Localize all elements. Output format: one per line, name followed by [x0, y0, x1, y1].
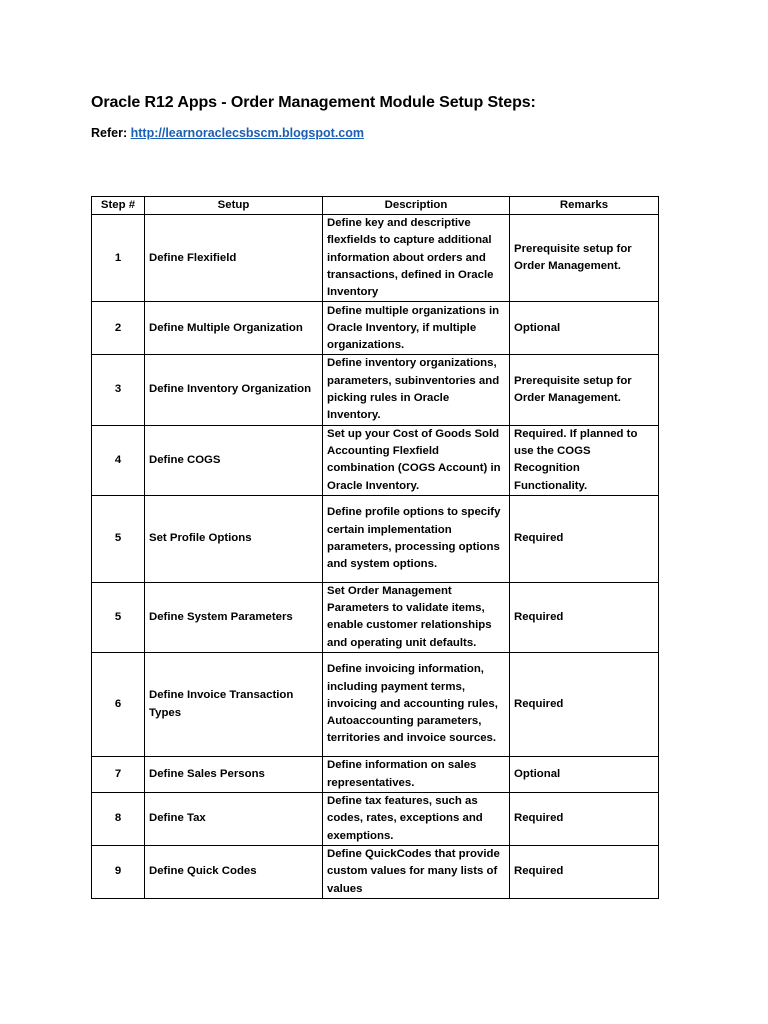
description-cell: Set up your Cost of Goods Sold Accounting Flexfield combination (COGS Account) in Oracle Inventory.: [323, 425, 510, 495]
refer-link[interactable]: http://learnoraclecsbscm.blogspot.com: [130, 126, 364, 140]
step-cell: 1: [92, 215, 145, 302]
step-cell: 4: [92, 425, 145, 495]
step-cell: 9: [92, 846, 145, 899]
description-cell: Define inventory organizations, parameters, subinventories and picking rules in Oracle Inventory.: [323, 355, 510, 425]
description-cell: Set Order Management Parameters to validate items, enable customer relationships and operating unit defaults.: [323, 582, 510, 652]
remarks-cell: Optional: [510, 757, 659, 793]
table-row: [92, 757, 659, 793]
description-cell: Define QuickCodes that provide custom values for many lists of values: [323, 846, 510, 899]
table-row: [92, 653, 659, 757]
setup-cell: Define Quick Codes: [145, 846, 323, 899]
table-row: [92, 425, 659, 495]
description-cell: Define tax features, such as codes, rates, exceptions and exemptions.: [323, 793, 510, 846]
remarks-cell: Required: [510, 495, 659, 582]
setup-cell: Define Tax: [145, 793, 323, 846]
setup-cell: Set Profile Options: [145, 495, 323, 582]
setup-cell: Define Flexifield: [145, 215, 323, 302]
setup-cell: Define COGS: [145, 425, 323, 495]
step-cell: 8: [92, 793, 145, 846]
description-cell: Define multiple organizations in Oracle Inventory, if multiple organizations.: [323, 302, 510, 355]
description-cell: Define information on sales representatives.: [323, 757, 510, 793]
step-cell: 7: [92, 757, 145, 793]
remarks-cell: Prerequisite setup for Order Management.: [510, 355, 659, 425]
description-cell: Define key and descriptive flexfields to capture additional information about orders and transactions, defined in Oracle Inventory: [323, 215, 510, 302]
description-cell: Define profile options to specify certain implementation parameters, processing options and system options.: [323, 495, 510, 582]
remarks-cell: Required. If planned to use the COGS Recognition Functionality.: [510, 425, 659, 495]
step-cell: 2: [92, 302, 145, 355]
refer-label: Refer:: [91, 126, 128, 140]
remarks-cell: Required: [510, 653, 659, 757]
step-cell: 5: [92, 495, 145, 582]
setup-steps-table: [91, 196, 659, 899]
setup-cell: Define Inventory Organization: [145, 355, 323, 425]
table-row: [92, 215, 659, 302]
step-cell: 3: [92, 355, 145, 425]
description-cell: Define invoicing information, including payment terms, invoicing and accounting rules, Autoaccounting parameters, territories and invoice sources.: [323, 653, 510, 757]
step-cell: 5: [92, 582, 145, 652]
remarks-cell: Required: [510, 582, 659, 652]
table-row: [92, 355, 659, 425]
header-setup: Setup: [145, 197, 323, 215]
page-title: Oracle R12 Apps - Order Management Module Setup Steps:: [91, 94, 536, 111]
setup-cell: Define System Parameters: [145, 582, 323, 652]
table-row: [92, 302, 659, 355]
remarks-cell: Required: [510, 846, 659, 899]
table-row: [92, 582, 659, 652]
step-cell: 6: [92, 653, 145, 757]
remarks-cell: Prerequisite setup for Order Management.: [510, 215, 659, 302]
table-row: [92, 495, 659, 582]
header-description: Description: [323, 197, 510, 215]
table-row: [92, 846, 659, 899]
header-remarks: Remarks: [510, 197, 659, 215]
header-step: Step #: [92, 197, 145, 215]
table-header-row: [92, 197, 659, 215]
setup-cell: Define Sales Persons: [145, 757, 323, 793]
remarks-cell: Required: [510, 793, 659, 846]
remarks-cell: Optional: [510, 302, 659, 355]
setup-cell: Define Multiple Organization: [145, 302, 323, 355]
refer-line: [91, 126, 364, 140]
table-row: [92, 793, 659, 846]
setup-cell: Define Invoice Transaction Types: [145, 653, 323, 757]
